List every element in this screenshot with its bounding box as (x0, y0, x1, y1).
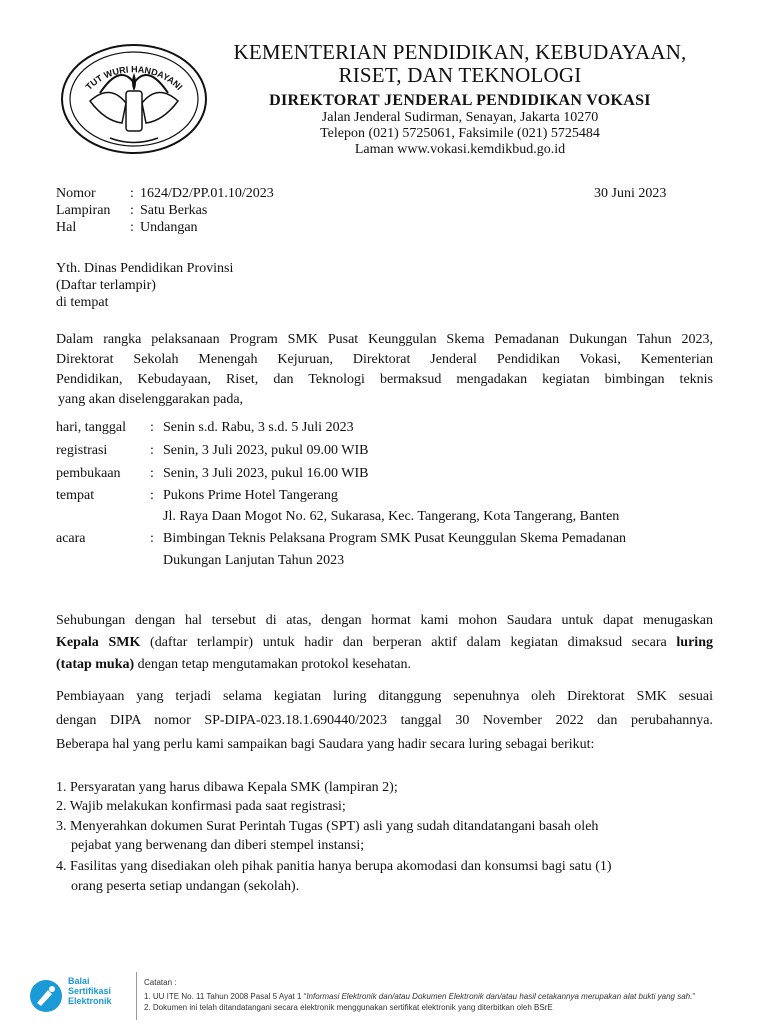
tempat-label: tempat (56, 488, 95, 503)
letter-date: 30 Juni 2023 (594, 186, 667, 201)
request-line-1: Sehubungan dengan hal tersebut di atas, dengan hormat kami mohon Saudara untuk dapat menugaskan (56, 613, 713, 628)
bse-logo (28, 976, 130, 1016)
bse-line-2: Sertifikasi (68, 986, 112, 996)
ministry-line-1: KEMENTERIAN PENDIDIKAN, KEBUDAYAAN, (233, 40, 687, 64)
footer-note-2: 2. Dokumen ini telah ditandatangani secara elektronik menggunakan sertifikat elektronik yang diterbitkan oleh BSrE (144, 1003, 553, 1012)
hari-label: hari, tanggal (56, 420, 126, 435)
lampiran-value: Satu Berkas (140, 203, 208, 218)
recipient-line-3: di tempat (56, 295, 109, 310)
hal-value: Undangan (140, 220, 198, 235)
bse-line-3: Elektronik (68, 996, 112, 1006)
funding-line-3: Beberapa hal yang perlu kami sampaikan bagi Saudara yang hadir secara luring sebagai berikut: (56, 737, 595, 752)
acara-value-1: Bimbingan Teknis Pelaksana Program SMK Pusat Keunggulan Skema Pemadanan (163, 531, 627, 546)
registrasi-label: registrasi (56, 443, 108, 458)
ministry-line-2: RISET, DAN TEKNOLOGI (338, 63, 582, 87)
website: Laman www.vokasi.kemdikbud.go.id (354, 142, 566, 157)
funding-paragraph (56, 685, 713, 757)
tempat-colon: : (150, 488, 154, 503)
hari-colon: : (150, 420, 154, 435)
footer-note-1-prefix: 1. UU ITE No. 11 Tahun 2008 Pasal 5 Ayat 1 “ (144, 992, 307, 1001)
request-line-2 (56, 632, 713, 654)
phone-fax: Telepon (021) 5725061, Faksimile (021) 5725484 (320, 126, 600, 141)
nomor-value: 1624/D2/PP.01.10/2023 (140, 186, 274, 201)
hal-colon: : (130, 220, 134, 235)
bse-emblem-icon (28, 978, 64, 1014)
funding-line-2: dengan DIPA nomor SP-DIPA-023.18.1.690440/2023 tanggal 30 November 2022 dan perubahannya. (56, 713, 713, 728)
registrasi-colon: : (150, 443, 154, 458)
recipient-line-1: Yth. Dinas Pendidikan Provinsi (56, 261, 234, 276)
acara-value-2: Dukungan Lanjutan Tahun 2023 (163, 553, 345, 568)
footer-divider (136, 972, 137, 1020)
footer-note-1-suffix: ” (692, 992, 695, 1001)
tempat-value-2: Jl. Raya Daan Mogot No. 62, Sukarasa, Kec. Tangerang, Kota Tangerang, Banten (163, 509, 620, 524)
request-line-2-mid: (daftar terlampir) untuk hadir dan berperan aktif dalam kegiatan dimaksud secara (140, 635, 677, 650)
logo-motto: TUT WURI HANDAYANI (83, 64, 185, 92)
hari-value: Senin s.d. Rabu, 3 s.d. 5 Juli 2023 (163, 420, 354, 435)
tempat-value-1: Pukons Prime Hotel Tangerang (163, 488, 338, 503)
recipient-line-2: (Daftar terlampir) (56, 278, 156, 293)
pembukaan-label: pembukaan (56, 466, 121, 481)
intro-paragraph (56, 330, 713, 410)
hal-label: Hal (56, 220, 77, 235)
nomor-colon: : (130, 186, 134, 201)
luring-bold: luring (676, 635, 713, 650)
intro-line-1: Dalam rangka pelaksanaan Program SMK Pusat Keunggulan Skema Pemadanan Dukungan Tahun 2023, (56, 332, 713, 347)
intro-line-2: Direktorat Sekolah Menengah Kejuruan, Direktorat Jenderal Pendidikan Vokasi, Kementerian (56, 352, 713, 367)
intro-line-3: Pendidikan, Kebudayaan, Riset, dan Teknologi bermaksud mengadakan kegiatan bimbingan teknis (56, 372, 713, 387)
request-paragraph (56, 610, 713, 676)
pembukaan-value: Senin, 3 Juli 2023, pukul 16.00 WIB (163, 466, 369, 481)
lampiran-colon: : (130, 203, 134, 218)
footer-catatan: Catatan : (144, 978, 177, 987)
registrasi-value: Senin, 3 Juli 2023, pukul 09.00 WIB (163, 443, 369, 458)
footer-note-1 (144, 992, 695, 1002)
acara-colon: : (150, 531, 154, 546)
lampiran-label: Lampiran (56, 203, 111, 218)
list-item-1: 1. Persyaratan yang harus dibawa Kepala SMK (lampiran 2); (56, 780, 398, 795)
list-item-3b: pejabat yang berwenang dan diberi stempel instansi; (71, 838, 365, 853)
list-item-2: 2. Wajib melakukan konfirmasi pada saat registrasi; (56, 799, 346, 814)
nomor-label: Nomor (56, 186, 96, 201)
request-line-3-rest: dengan tetap mengutamakan protokol kesehatan. (134, 657, 411, 672)
directorate-name: DIREKTORAT JENDERAL PENDIDIKAN VOKASI (269, 92, 651, 109)
tatap-muka-bold: (tatap muka) (56, 657, 135, 672)
funding-line-1: Pembiayaan yang terjadi selama kegiatan luring ditanggung sepenuhnya oleh Direktorat SMK sesuai (56, 689, 713, 704)
pembukaan-colon: : (150, 466, 154, 481)
acara-label: acara (56, 531, 86, 546)
request-line-3 (56, 654, 713, 676)
bse-line-1: Balai (68, 976, 90, 986)
address: Jalan Jenderal Sudirman, Senayan, Jakarta 10270 (321, 110, 599, 125)
list-item-4b: orang peserta setiap undangan (sekolah). (71, 879, 300, 894)
footer-note-1-italic: Informasi Elektronik dan/atau Dokumen Elektronik dan/atau hasil cetakannya merupakan alat bukti yang sah. (306, 992, 693, 1001)
list-item-4a: 4. Fasilitas yang disediakan oleh pihak panitia hanya berupa akomodasi dan konsumsi bagi satu (1) (56, 859, 612, 874)
list-item-3a: 3. Menyerahkan dokumen Surat Perintah Tugas (SPT) asli yang sudah ditandatangani basah oleh (56, 819, 599, 834)
kepala-smk-bold: Kepala SMK (56, 635, 141, 650)
intro-line-4: yang akan diselenggarakan pada, (58, 392, 244, 407)
